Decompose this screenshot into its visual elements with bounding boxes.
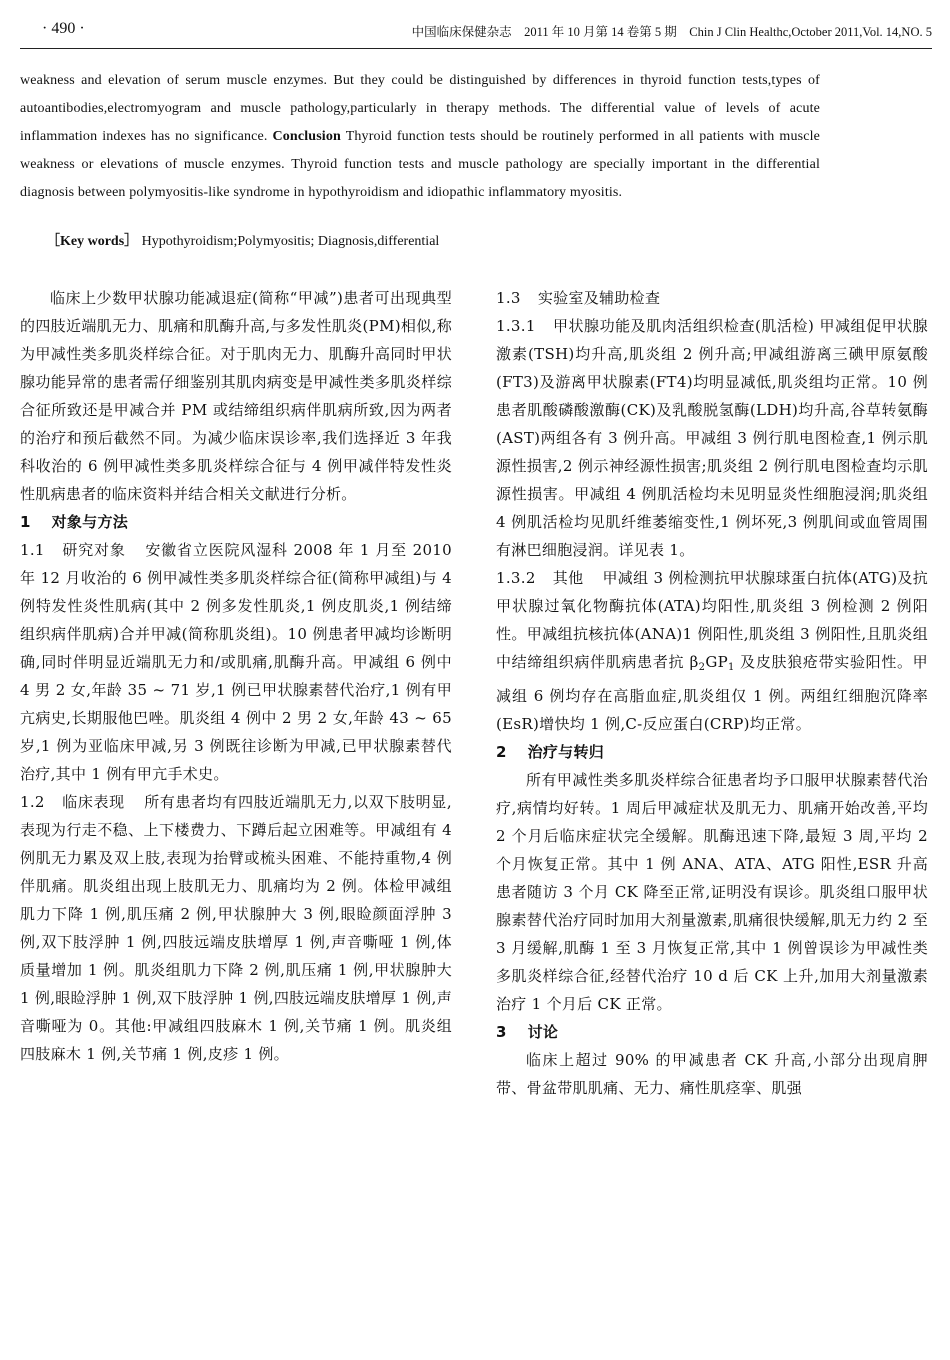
keywords-text: Hypothyroidism;Polymyositis; Diagnosis,differential (141, 234, 440, 249)
section-2-text: 所有甲减性类多肌炎样综合征患者均予口服甲状腺素替代治疗,病情均好转。1 周后甲减症状及肌无力、肌痛开始改善,平均 2 个月后临床症状完全缓解。肌酶迅速下降,最短 3 周,平均 2 个月恢复正常。其中 1 例 ANA、ATA、ATG 阳性,ESR 升高患者随访 3 个月 CK 降至正常,证明没有误诊。肌炎组口服甲状腺素替代治疗同时加用大剂量激素,肌痛很快缓解,肌无力约 2 至 3 月缓解,肌酶 1 至 3 月恢复正常,其中 1 例曾误诊为甲减性类多肌炎样综合征,经替代治疗 10 d 后 CK 上升,加用大剂量激素治疗 1 个月后 CK 正常。 (496, 771, 928, 1013)
subsection-title: 临床表现 (62, 793, 125, 811)
section-number: 3 (496, 1023, 507, 1041)
subscript: 2 (698, 662, 706, 673)
section-number: 2 (496, 743, 507, 761)
subsection-text: 及皮肤狼疮带实验阳性。甲减组 6 例均存在高脂血症,肌炎组仅 1 例。两组红细胞沉降率(EsR)增快均 1 例,C-反应蛋白(CRP)均正常。 (496, 653, 928, 733)
section-title: 讨论 (527, 1023, 559, 1041)
subsection-title: 甲状腺功能及肌肉活组织检查(肌活检) (552, 317, 815, 335)
subsection-number: 1.2 (20, 793, 45, 811)
subsection-text: 甲减组 3 例检测抗甲状腺球蛋白抗体(ATG)及抗甲状腺过氧化物酶抗体(ATA)均阳性,肌炎组 3 例检测 2 例阳性。甲减组抗核抗体(ANA)1 例阳性,肌炎组 3 例阳性,且肌炎组中结缔组织病伴肌病患者抗 β (496, 569, 928, 671)
section-2-heading (496, 738, 928, 766)
section-3-heading (496, 1018, 928, 1046)
section-1-3-2 (496, 564, 928, 738)
section-1-2 (20, 788, 452, 1068)
keywords-label: ［Key words］ (46, 234, 139, 249)
intro-paragraph: 临床上少数甲状腺功能减退症(简称“甲减”)患者可出现典型的四肢近端肌无力、肌痛和肌酶升高,与多发性肌炎(PM)相似,称为甲减性类多肌炎样综合征。对于肌肉无力、肌酶升高同时甲状腺功能异常的患者需仔细鉴别其肌肉病变是甲减性类多肌炎样综合征所致还是甲减合并 PM 或结缔组织病伴肌病所致,因为两者的治疗和预后截然不同。为减少临床误诊率,我们选择近 3 年我科收治的 6 例甲减性类多肌炎样综合征与 4 例甲减伴特发性炎性肌病患者的临床资料并结合相关文献进行分析。 (20, 289, 452, 503)
subsection-text-gp: GP (705, 653, 729, 671)
abstract-conclusion-text: Thyroid function tests should be routinely performed in all patients with muscle weakness or elevations of muscle enzymes. Thyroid function tests and muscle pathology are specially important in the differential diagnosis between polymyositis-like syndrome in hypothyroidism and idiopathic inflammatory myositis. (20, 129, 820, 200)
keywords (46, 229, 439, 255)
subscript: 1 (728, 662, 735, 673)
subsection-number: 1.3.2 (496, 569, 536, 587)
subsection-number: 1.1 (20, 541, 45, 559)
subsection-title: 研究对象 (62, 541, 126, 559)
section-3-text: 临床上超过 90% 的甲减患者 CK 升高,小部分出现肩胛带、骨盆带肌肌痛、无力、痛性肌痉挛、肌强 (496, 1051, 928, 1097)
subsection-number: 1.3 (496, 289, 521, 307)
section-number: 1 (20, 513, 31, 531)
section-1-heading (20, 508, 452, 536)
subsection-title: 实验室及辅助检查 (537, 289, 661, 307)
section-1-3-heading (496, 284, 928, 312)
right-column (496, 284, 928, 1102)
subsection-text: 所有患者均有四肢近端肌无力,以双下肢明显,表现为行走不稳、上下楼费力、下蹲后起立困难等。甲减组有 4 例肌无力累及双上肢,表现为抬臂或梳头困难、不能持重物,4 例伴肌痛。肌炎组出现上肢肌无力、肌痛均为 2 例。体检甲减组肌力下降 1 例,肌压痛 2 例,甲状腺肿大 3 例,眼睑颜面浮肿 3 例,双下肢浮肿 1 例,四肢远端皮肤增厚 1 例,声音嘶哑 1 例,体质量增加 1 例。肌炎组肌力下降 2 例,肌压痛 1 例,甲状腺肿大 1 例,眼睑浮肿 1 例,双下肢浮肿 1 例,四肢远端皮肤增厚 1 例,声音嘶哑为 0。其他:甲减组四肢麻木 1 例,关节痛 1 例。肌炎组四肢麻木 1 例,关节痛 1 例,皮疹 1 例。 (20, 793, 452, 1063)
left-column (20, 284, 452, 1068)
section-1-1 (20, 536, 452, 788)
abstract-continuation (20, 67, 820, 207)
journal-citation: 中国临床保健杂志 2011 年 10 月第 14 卷第 5 期 Chin J Clin Healthc,October 2011,Vol. 14,NO. 5 (411, 25, 932, 39)
abstract-results-text: weakness and elevation of serum muscle enzymes. But they could be distinguished by differences in thyroid function tests,types of autoantibodies,electromyogram and muscle pathology,particularly in therapy methods. The differential value of levels of acute inflammation indexes has no significance. (20, 73, 820, 144)
section-1-3-1 (496, 312, 928, 564)
section-title: 治疗与转归 (527, 743, 605, 761)
page-number: · 490 · (42, 20, 85, 37)
page-header (20, 14, 932, 49)
subsection-number: 1.3.1 (496, 317, 536, 335)
subsection-text: 甲减组促甲状腺激素(TSH)均升高,肌炎组 2 例升高;甲减组游离三碘甲原氨酸(FT3)及游离甲状腺素(FT4)均明显减低,肌炎组均正常。10 例患者肌酸磷酸激酶(CK)及乳酸脱氢酶(LDH)均升高,谷草转氨酶(AST)两组各有 3 例升高。甲减组 3 例行肌电图检查,1 例示肌源性损害,2 例示神经源性损害;肌炎组 2 例行肌电图检查均示肌源性损害。甲减组 4 例肌活检均未见明显炎性细胞浸润;肌炎组 4 例肌活检均见肌纤维萎缩变性,1 例坏死,3 例肌间或血管周围有淋巴细胞浸润。详见表 1。 (496, 317, 928, 559)
subsection-text: 安徽省立医院风湿科 2008 年 1 月至 2010 年 12 月收治的 6 例甲减性类多肌炎样综合征(简称甲减组)与 4 例特发性炎性肌病(其中 2 例多发性肌炎,1 例皮肌炎,1 例结缔组织病伴肌病)合并甲减(简称肌炎组)。10 例患者甲减均诊断明确,同时伴明显近端肌无力和/或肌痛,肌酶升高。甲减组 6 例中 4 男 2 女,年龄 35 ~ 71 岁,1 例已甲状腺素替代治疗,1 例有甲亢病史,长期服他巴唑。肌炎组 4 例中 2 男 2 女,年龄 43 ~ 65 岁,1 例为亚临床甲减,另 3 例既往诊断为甲减,已甲状腺素替代治疗,其中 1 例有甲亢手术史。 (20, 541, 452, 783)
conclusion-label: Conclusion (272, 129, 341, 144)
subsection-title: 其他 (552, 569, 584, 587)
section-title: 对象与方法 (51, 513, 129, 531)
